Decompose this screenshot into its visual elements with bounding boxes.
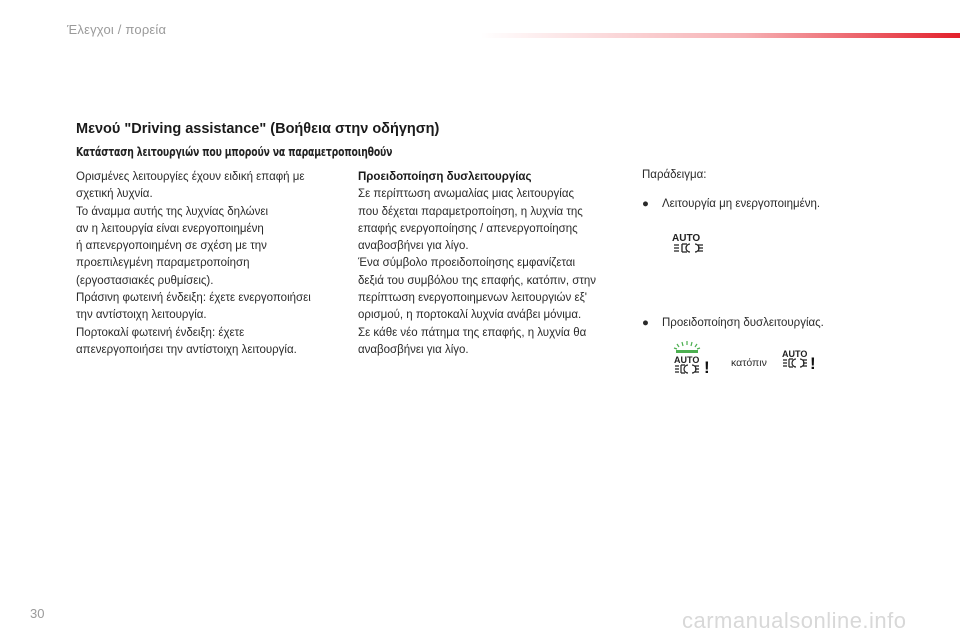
bullet-item-inactive — [642, 198, 820, 210]
bullet-item-warning — [642, 317, 824, 329]
section-title: Μενού "Driving assistance" (Βοήθεια στην οδήγηση) — [76, 121, 440, 137]
bullet-text: Λειτουργία μη ενεργοποιημένη. — [662, 198, 821, 210]
auto-icon-text: AUTO — [672, 233, 701, 244]
example-label: Παράδειγμα: — [642, 169, 707, 181]
column-1-text: Ορισμένες λειτουργίες έχουν ειδική επαφή με σχετική λυχνία. Το άναμμα αυτής της λυχνίας δηλώνει αν η λειτουργία είναι ενεργοποιημένη ή απενεργοποιημένη σε σχέση με την προεπιλεγμένη παραμετροποίηση (εργοστασιακές ρυθμίσεις). Πράσινη φωτεινή ένδειξη: έχετε ενεργοποιήσει την αντίστοιχη λειτουργία. Πορτοκαλί φωτεινή ένδειξη: έχετε απενεργοποιήσει την αντίστοιχη λειτουργία. — [76, 171, 311, 356]
auto-icon-text: AUTO — [782, 349, 808, 359]
bullet-dot: ● — [642, 198, 649, 210]
page-number: 30 — [30, 606, 45, 621]
bullet-text: Προειδοποίηση δυσλειτουργίας. — [662, 317, 824, 329]
auto-icon-text: AUTO — [674, 355, 700, 365]
warning-mark: ! — [810, 354, 816, 373]
bullet-dot: ● — [642, 317, 649, 329]
column-2 — [358, 169, 628, 359]
column-2-text: Σε περίπτωση ανωμαλίας μιας λειτουργίας που δέχεται παραμετροποίηση, η λυχνία της επαφής ενεργοποίησης / απενεργοποίησης αναβοσβήνει για λίγο. Ένα σύμβολο προειδοποίησης εμφανίζεται δεξιά του συμβόλου της επαφής, κατόπιν, στην περίπτωση ενεργοποιημενων λειτουργιών εξ' ορισμού, η πορτοκαλί λυχνία ανάβει μόνιμα. Σε κάθε νέο πάτημα της επαφής, η λυχνία θα αναβοσβήνει για λίγο. — [358, 188, 597, 356]
header-accent-bar — [480, 33, 960, 38]
column-2-heading: Προειδοποίηση δυσλειτουργίας — [358, 171, 532, 183]
column-1 — [76, 169, 346, 359]
auto-lights-warning-icon — [780, 348, 824, 381]
then-label: κατόπιν — [731, 357, 767, 369]
warning-mark: ! — [704, 358, 710, 376]
auto-lights-blinking-warning-icon — [671, 340, 715, 381]
header-title: Έλεγχοι / πορεία — [67, 22, 167, 37]
auto-lights-icon — [671, 231, 707, 262]
watermark: carmanualsonline.info — [682, 608, 907, 633]
section-subtitle: Κατάσταση λειτουργιών που μπορούν να παραμετροποιηθούν — [76, 144, 393, 159]
